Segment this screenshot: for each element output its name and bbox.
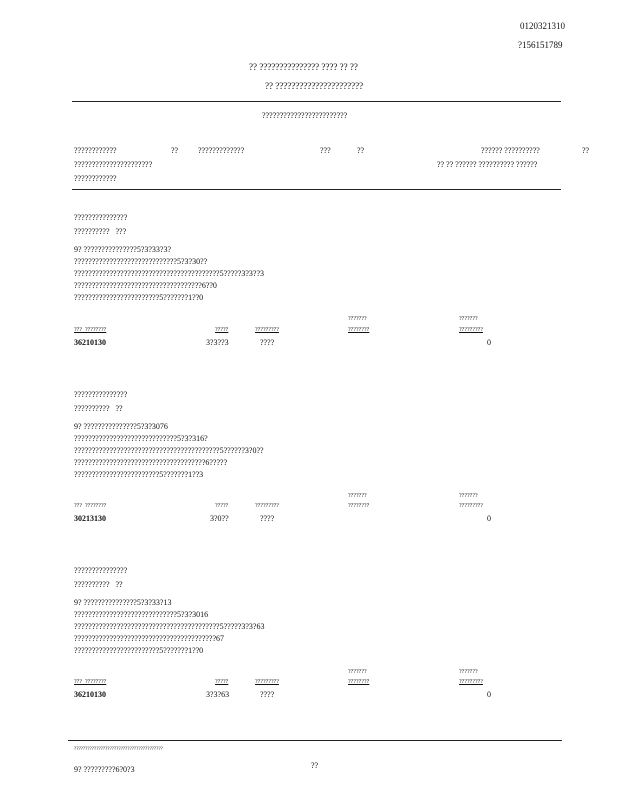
- block-line: ????????????????????????????????????6??0: [74, 281, 217, 290]
- section-title: ????????????????????????: [262, 111, 348, 120]
- item-total: 0: [487, 338, 491, 347]
- block-line: ????????????????????????5???????1??0: [74, 646, 204, 655]
- column-header: ?????????: [459, 679, 483, 685]
- divider: [72, 189, 561, 190]
- item-amount: 3?0??: [210, 514, 229, 523]
- column-header: ?????????: [255, 503, 279, 509]
- column-header: ????????: [348, 327, 370, 333]
- block-line: ?????????????????????????????????????????5?????3?3?63: [74, 622, 265, 631]
- document-number-secondary: ?156151789: [518, 40, 563, 50]
- block-line: 9? ???????????????5?3?33?3?: [74, 245, 172, 254]
- column-header: ?????????: [459, 503, 483, 509]
- block-label: ???????????????: [74, 390, 128, 399]
- column-header: ?????????: [255, 327, 279, 333]
- block-line: ?????????????????????????????????????????5?????3?3??3: [74, 269, 264, 278]
- info-field: ??: [357, 146, 365, 155]
- divider: [72, 101, 561, 102]
- item-amount: 3?3?63: [206, 690, 230, 699]
- item-code: 36210130: [74, 338, 106, 347]
- page-number: ??: [311, 761, 319, 770]
- block-line: 9? ???????????????5?3?33?13: [74, 598, 172, 607]
- info-field: ????????????: [74, 174, 117, 183]
- column-header: ?????: [215, 327, 229, 333]
- column-header: ???????: [348, 493, 367, 499]
- document-subtitle: ?? ??????????????????????: [265, 81, 364, 91]
- column-header: ??? ????????: [74, 503, 107, 509]
- item-status: ????: [260, 338, 275, 347]
- item-total: 0: [487, 514, 491, 523]
- block-line: ????????????????????????5???????1??3: [74, 470, 204, 479]
- block-line: ?????????????????????????????5?3?3016: [74, 610, 209, 619]
- column-header: ?????: [215, 679, 229, 685]
- column-header: ???????: [459, 316, 478, 322]
- info-field: ?????????????: [198, 146, 245, 155]
- column-header: ????????: [348, 679, 370, 685]
- document-title: ?? ??????????????? ???? ?? ??: [249, 62, 358, 72]
- block-label: ?????????? ??: [74, 404, 123, 413]
- column-header: ?????????: [459, 327, 483, 333]
- info-field: ????????????: [74, 146, 117, 155]
- info-field: ???: [320, 146, 331, 155]
- info-field: ?? ?? ?????? ?????????? ??????: [437, 160, 538, 169]
- block-label: ???????????????: [74, 213, 128, 222]
- column-header: ???????: [348, 316, 367, 322]
- column-header: ???????: [459, 493, 478, 499]
- item-status: ????: [260, 514, 275, 523]
- footer-divider: [68, 740, 562, 741]
- document-number: 0120321310: [520, 21, 565, 31]
- block-label: ?????????? ???: [74, 227, 127, 236]
- info-field: ?????? ??????????: [481, 146, 540, 155]
- item-status: ????: [260, 690, 275, 699]
- block-label: ???????????????: [74, 566, 128, 575]
- column-header: ???????: [348, 669, 367, 675]
- footer-note: ????????????????????????????????????????: [74, 747, 163, 752]
- info-field: ??: [582, 146, 590, 155]
- column-header: ??? ????????: [74, 679, 107, 685]
- info-field: ??: [171, 146, 179, 155]
- column-header: ?????: [215, 503, 229, 509]
- info-field: ??????????????????????: [74, 160, 153, 169]
- block-line: ????????????????????????????????????????67: [74, 634, 225, 643]
- block-label: ?????????? ??: [74, 580, 123, 589]
- column-header: ????????: [348, 503, 370, 509]
- block-line: ?????????????????????????????5?3?316?: [74, 434, 208, 443]
- block-line: 9? ???????????????5?3?3076: [74, 422, 168, 431]
- block-line: ?????????????????????????????5?3?30??: [74, 257, 208, 266]
- block-line: ?????????????????????????????????????????5??????3?0??: [74, 446, 264, 455]
- block-line: ?????????????????????????????????????6?????: [74, 458, 228, 467]
- block-line: ????????????????????????5???????1??0: [74, 293, 204, 302]
- column-header: ??? ????????: [74, 327, 107, 333]
- item-amount: 3?3??3: [206, 338, 229, 347]
- item-code: 36210130: [74, 690, 106, 699]
- item-total: 0: [487, 690, 491, 699]
- column-header: ?????????: [255, 679, 279, 685]
- column-header: ???????: [459, 669, 478, 675]
- footer-text: 9? ?????????6?0?3: [74, 765, 135, 774]
- item-code: 30213130: [74, 514, 106, 523]
